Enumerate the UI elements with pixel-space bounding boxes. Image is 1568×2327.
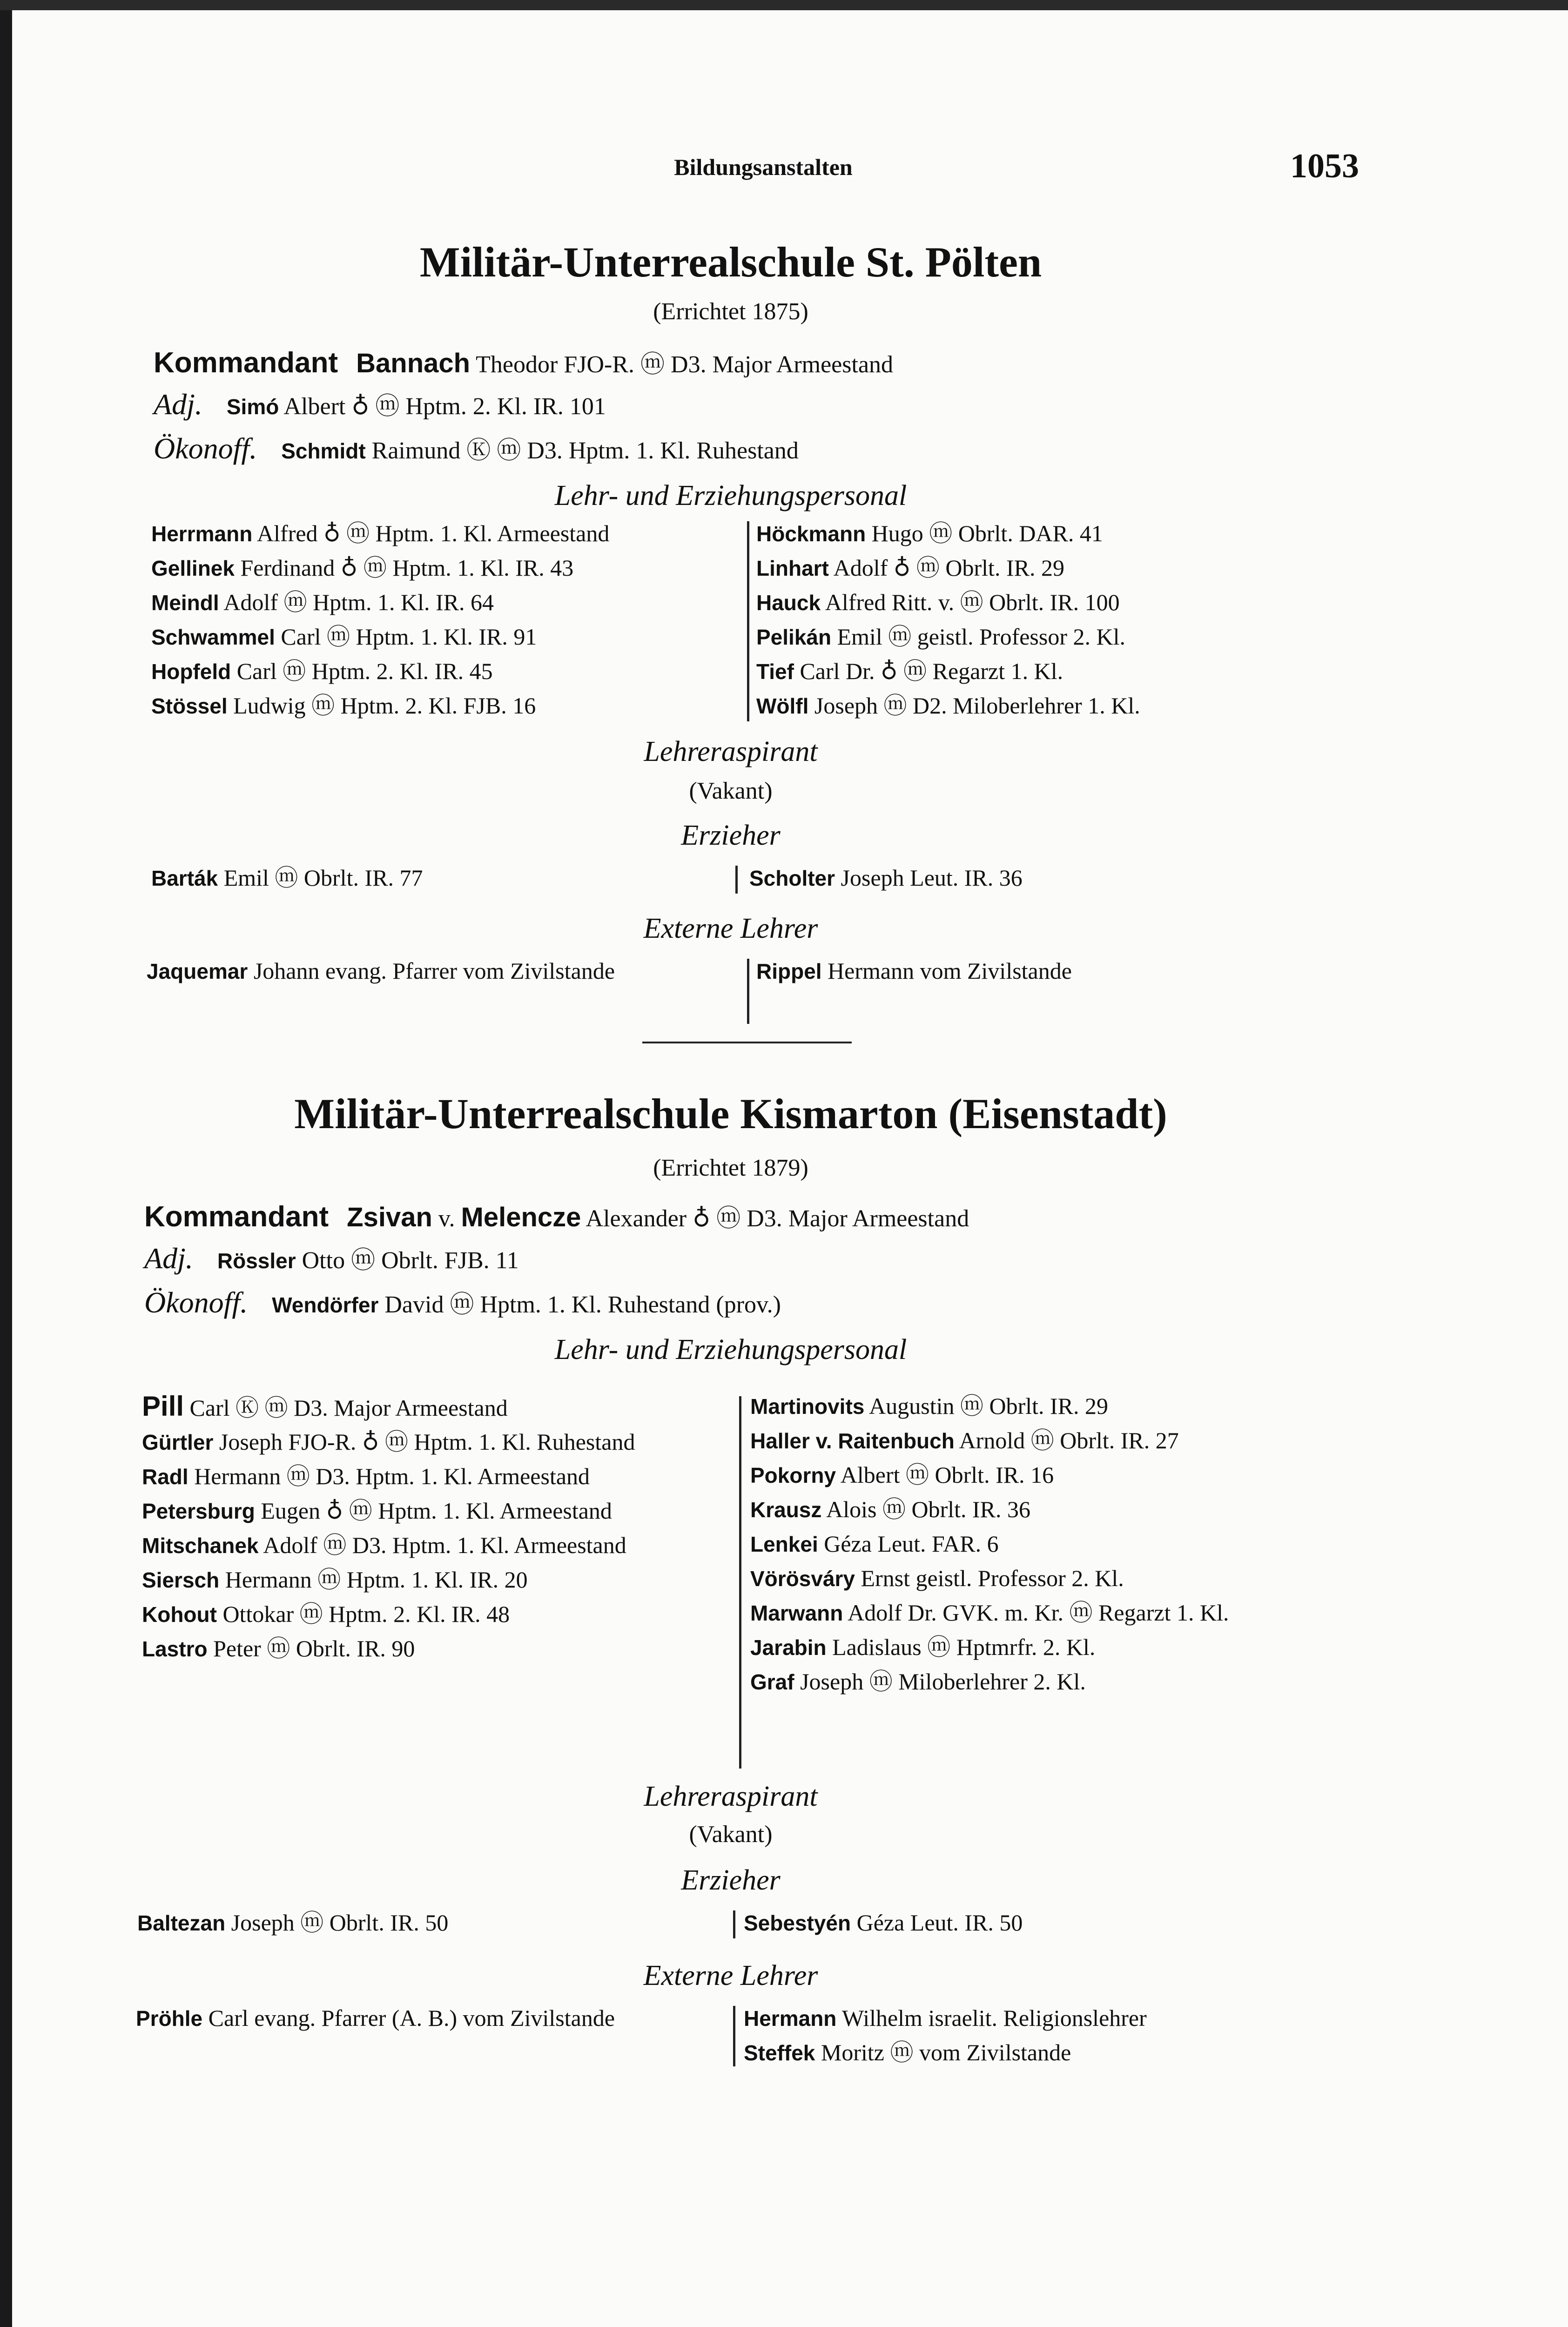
entry-details: Hermann ⓜ D3. Hptm. 1. Kl. Armeestand (194, 1463, 590, 1489)
section-title: Militär-Unterrealschule St. Pölten (419, 238, 1042, 286)
commandant-label: Kommandant (154, 347, 338, 379)
entry-surname: Baltezan (137, 1911, 226, 1935)
entry-details: Géza Leut. IR. 50 (856, 1910, 1023, 1936)
entry-details: Peter ⓜ Obrlt. IR. 90 (213, 1635, 415, 1661)
entry-surname: Linhart (756, 556, 829, 580)
column-divider (747, 959, 749, 1024)
entry-details: Albert ⓜ Obrlt. IR. 16 (840, 1462, 1054, 1488)
list-item (142, 1528, 735, 1563)
commandant-particle: v. (438, 1205, 455, 1232)
oekonom-surname: Wendörfer (272, 1293, 379, 1317)
commandant-label: Kommandant (144, 1201, 329, 1233)
list-item (151, 689, 740, 723)
entry-details: Ottokar ⓜ Hptm. 2. Kl. IR. 48 (222, 1601, 510, 1627)
entry-surname: Meindl (151, 591, 219, 615)
list-item (151, 861, 740, 895)
entry-details: Ferdinand ♁ ⓜ Hptm. 1. Kl. IR. 43 (240, 555, 574, 581)
column-divider (747, 521, 749, 721)
commandant-details: Alexander ♁ ⓜ D3. Major Armeestand (585, 1205, 969, 1232)
aspirant-heading: Lehreraspirant (644, 1781, 818, 1812)
entry-surname: Jaquemar (147, 959, 248, 983)
entry-details: Ludwig ⓜ Hptm. 2. Kl. FJB. 16 (233, 693, 536, 719)
oekonom-label: Ökonoff. (154, 432, 257, 465)
oekonom-details: David ⓜ Hptm. 1. Kl. Ruhestand (prov.) (384, 1291, 781, 1318)
commandant-surname: Zsivan (347, 1202, 432, 1232)
adjutant-surname: Rössler (217, 1249, 296, 1273)
entry-surname: Marwann (750, 1601, 843, 1625)
entry-surname: Gellinek (151, 556, 235, 580)
column-divider (739, 1396, 741, 1769)
erzieher-heading: Erzieher (681, 820, 781, 851)
adjutant-line (154, 386, 606, 422)
staff-right-column (756, 517, 1333, 723)
entry-surname: Sebestyén (744, 1911, 851, 1935)
list-item (137, 1906, 733, 1940)
list-item (744, 2001, 1339, 2036)
list-item (756, 654, 1333, 689)
entry-details: Joseph ⓜ Obrlt. IR. 50 (231, 1910, 449, 1936)
entry-surname: Schwammel (151, 625, 275, 649)
entry-details: Alfred ♁ ⓜ Hptm. 1. Kl. Armeestand (257, 520, 610, 546)
entry-surname: Rippel (756, 959, 822, 983)
staff-heading: Lehr- und Erziehungspersonal (554, 1334, 907, 1365)
list-item (142, 1563, 735, 1597)
list-item (749, 861, 1326, 895)
section-separator (642, 1042, 852, 1043)
entry-details: Carl ⓜ Hptm. 2. Kl. IR. 45 (236, 658, 493, 684)
scan-edge-left (0, 0, 12, 2327)
list-item (142, 1459, 735, 1494)
entry-surname: Mitschanek (142, 1533, 259, 1558)
list-item (151, 654, 740, 689)
entry-details: Joseph FJO-R. ♁ ⓜ Hptm. 1. Kl. Ruhestand (219, 1429, 635, 1455)
entry-details: Joseph ⓜ D2. Miloberlehrer 1. Kl. (814, 693, 1140, 719)
entry-surname: Kohout (142, 1602, 217, 1627)
list-item (151, 585, 740, 620)
scan-edge-top (0, 0, 1568, 10)
aspirant-note: (Vakant) (689, 778, 773, 804)
entry-details: Wilhelm israelit. Religionslehrer (842, 2005, 1147, 2031)
commandant-surname: Bannach (356, 348, 471, 378)
entry-surname: Haller v. Raitenbuch (750, 1429, 955, 1453)
list-item (750, 1665, 1346, 1699)
entry-details: Ladislaus ⓜ Hptmrfr. 2. Kl. (832, 1634, 1096, 1660)
oekonom-line (144, 1285, 781, 1320)
page-number: 1053 (1290, 147, 1359, 185)
entry-details: Joseph ⓜ Miloberlehrer 2. Kl. (800, 1668, 1086, 1695)
entry-details: Hugo ⓜ Obrlt. DAR. 41 (871, 520, 1103, 546)
list-item (756, 517, 1333, 551)
section-founded: (Errichtet 1875) (653, 298, 808, 325)
list-item (750, 1493, 1346, 1527)
list-item (142, 1425, 735, 1459)
erzieher-right-column (744, 1906, 1330, 1940)
erzieher-left-column (151, 861, 740, 895)
entry-details: Carl evang. Pfarrer (A. B.) vom Zivilstande (208, 2005, 615, 2031)
extern-right-column (744, 2001, 1339, 2070)
entry-details: Joseph Leut. IR. 36 (841, 865, 1023, 891)
list-item (151, 551, 740, 585)
section-founded: (Errichtet 1879) (653, 1155, 808, 1181)
entry-details: Arnold ⓜ Obrlt. IR. 27 (959, 1427, 1179, 1453)
entry-surname: Pelikán (756, 625, 832, 649)
list-item (750, 1458, 1346, 1493)
aspirant-heading: Lehreraspirant (644, 736, 818, 767)
erzieher-left-column (137, 1906, 733, 1940)
entry-details: Carl Ⓚ ⓜ D3. Major Armeestand (189, 1395, 508, 1421)
entry-surname: Hopfeld (151, 659, 231, 684)
aspirant-note: (Vakant) (689, 1821, 773, 1848)
entry-details: Alfred Ritt. v. ⓜ Obrlt. IR. 100 (825, 589, 1120, 615)
list-item (756, 551, 1333, 585)
entry-details: Adolf ♁ ⓜ Obrlt. IR. 29 (833, 555, 1064, 581)
entry-surname: Radl (142, 1465, 188, 1489)
list-item (151, 517, 740, 551)
list-item (136, 2001, 729, 2036)
entry-surname: Petersburg (142, 1499, 255, 1523)
entry-surname: Pokorny (750, 1463, 836, 1487)
list-item (750, 1527, 1346, 1561)
entry-surname: Jarabin (750, 1635, 827, 1660)
entry-details: Géza Leut. FAR. 6 (824, 1531, 999, 1557)
list-item (750, 1389, 1346, 1424)
entry-surname: Höckmann (756, 522, 866, 546)
erzieher-heading: Erzieher (681, 1864, 781, 1896)
list-item (756, 585, 1333, 620)
entry-details: Emil ⓜ geistl. Professor 2. Kl. (837, 624, 1126, 650)
entry-surname: Graf (750, 1670, 794, 1694)
entry-details: Ernst geistl. Professor 2. Kl. (861, 1565, 1124, 1591)
running-head: Bildungsanstalten (674, 154, 853, 180)
list-item (756, 954, 1333, 989)
entry-details: Emil ⓜ Obrlt. IR. 77 (223, 865, 423, 891)
entry-details: Moritz ⓜ vom Zivilstande (821, 2039, 1071, 2065)
entry-details: Adolf ⓜ D3. Hptm. 1. Kl. Armeestand (263, 1532, 626, 1558)
entry-details: Augustin ⓜ Obrlt. IR. 29 (869, 1393, 1109, 1419)
staff-heading: Lehr- und Erziehungspersonal (554, 480, 907, 511)
entry-surname: Lenkei (750, 1532, 818, 1556)
list-item (151, 620, 740, 654)
staff-right-column (750, 1389, 1346, 1699)
adjutant-line (144, 1240, 519, 1276)
entry-details: Adolf ⓜ Hptm. 1. Kl. IR. 64 (223, 589, 494, 615)
entry-surname: Siersch (142, 1568, 220, 1592)
entry-details: Eugen ♁ ⓜ Hptm. 1. Kl. Armeestand (261, 1498, 612, 1524)
list-item (142, 1389, 735, 1425)
entry-surname: Tief (756, 659, 794, 684)
list-item (750, 1561, 1346, 1596)
entry-details: Adolf Dr. GVK. m. Kr. ⓜ Regarzt 1. Kl. (848, 1600, 1229, 1626)
entry-details: Carl ⓜ Hptm. 1. Kl. IR. 91 (281, 624, 537, 650)
commandant-line (154, 344, 893, 379)
list-item (744, 1906, 1330, 1940)
extern-heading: Externe Lehrer (643, 913, 818, 944)
adjutant-details: Albert ♁ ⓜ Hptm. 2. Kl. IR. 101 (283, 393, 606, 420)
extern-left-column (136, 2001, 729, 2036)
entry-details: Alois ⓜ Obrlt. IR. 36 (826, 1496, 1031, 1522)
extern-left-column (147, 954, 733, 989)
oekonom-details: Raimund Ⓚ ⓜ D3. Hptm. 1. Kl. Ruhestand (371, 437, 799, 464)
adjutant-label: Adj. (154, 388, 202, 421)
staff-left-column (151, 517, 740, 723)
erzieher-right-column (749, 861, 1326, 895)
entry-surname: Barták (151, 866, 218, 890)
adjutant-details: Otto ⓜ Obrlt. FJB. 11 (302, 1247, 519, 1274)
list-item (756, 620, 1333, 654)
oekonom-label: Ökonoff. (144, 1286, 248, 1319)
entry-surname: Scholter (749, 866, 835, 890)
list-item (147, 954, 733, 989)
commandant-details: Theodor FJO-R. ⓜ D3. Major Armeestand (476, 351, 894, 378)
section-title: Militär-Unterrealschule Kismarton (Eisenstadt) (294, 1090, 1167, 1137)
entry-details: Hermann ⓜ Hptm. 1. Kl. IR. 20 (225, 1567, 528, 1593)
entry-surname: Vörösváry (750, 1567, 855, 1591)
entry-details: Carl Dr. ♁ ⓜ Regarzt 1. Kl. (800, 658, 1063, 684)
extern-right-column (756, 954, 1333, 989)
column-divider (733, 1910, 735, 1938)
entry-surname: Krausz (750, 1498, 822, 1522)
entry-surname: Hauck (756, 591, 821, 615)
entry-surname: Lastro (142, 1637, 208, 1661)
entry-surname: Stössel (151, 694, 228, 718)
entry-surname: Herrmann (151, 522, 253, 546)
column-divider (733, 2006, 735, 2066)
entry-surname: Pröhle (136, 2006, 203, 2031)
entry-surname: Hermann (744, 2006, 837, 2031)
entry-surname: Pill (142, 1391, 184, 1422)
list-item (142, 1597, 735, 1632)
list-item (744, 2036, 1339, 2070)
entry-surname: Martinovits (750, 1394, 865, 1419)
list-item (750, 1424, 1346, 1458)
extern-heading: Externe Lehrer (643, 1960, 818, 1991)
list-item (142, 1632, 735, 1666)
staff-left-column (142, 1389, 735, 1666)
entry-surname: Gürtler (142, 1430, 214, 1454)
entry-surname: Wölfl (756, 694, 809, 718)
commandant-surname-2: Melencze (461, 1202, 581, 1232)
commandant-line (144, 1198, 969, 1233)
list-item (142, 1494, 735, 1528)
list-item (750, 1630, 1346, 1665)
column-divider (735, 866, 738, 894)
oekonom-line (154, 430, 799, 466)
entry-details: Hermann vom Zivilstande (828, 958, 1072, 984)
adjutant-surname: Simó (226, 395, 279, 419)
adjutant-label: Adj. (144, 1242, 193, 1275)
entry-details: Johann evang. Pfarrer vom Zivilstande (253, 958, 615, 984)
entry-surname: Steffek (744, 2041, 815, 2065)
list-item (750, 1596, 1346, 1630)
oekonom-surname: Schmidt (281, 439, 366, 463)
list-item (756, 689, 1333, 723)
